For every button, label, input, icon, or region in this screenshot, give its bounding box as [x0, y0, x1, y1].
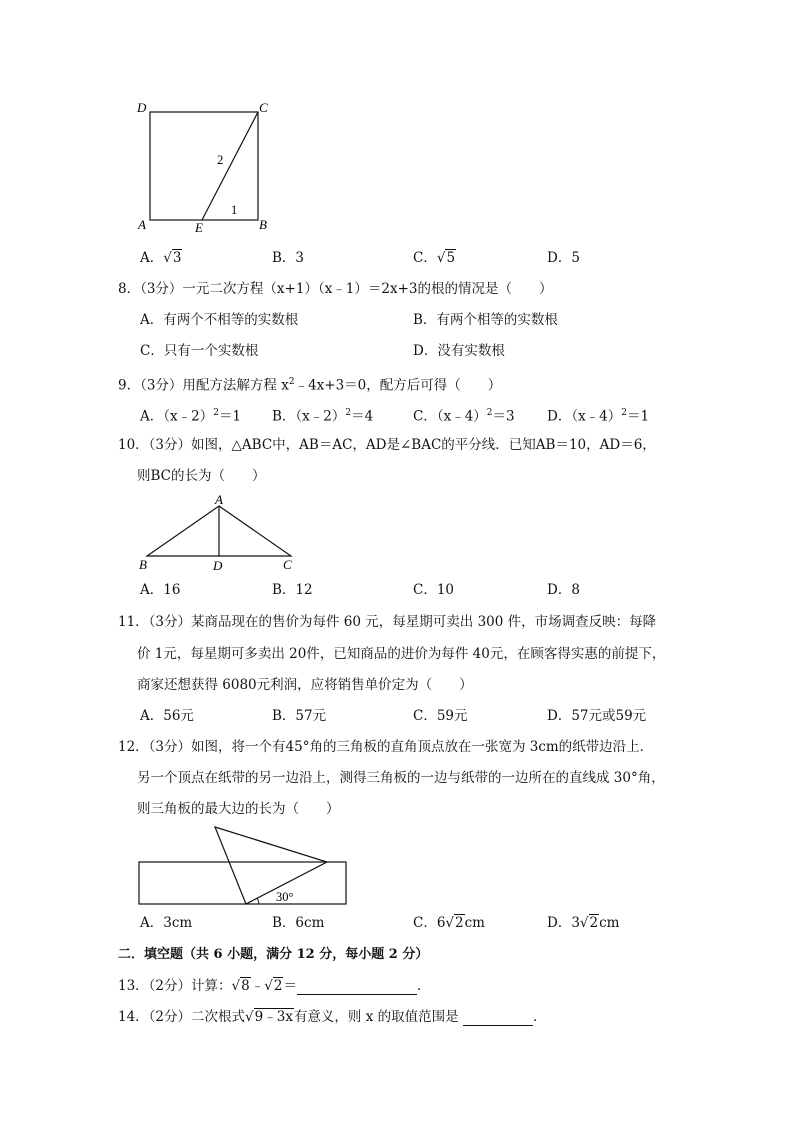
- option-text: C．6: [413, 915, 446, 931]
- angle-2-label: 2: [217, 153, 224, 167]
- option-text: D．（x﹣4）: [547, 408, 622, 425]
- option-letter: A．: [140, 250, 164, 266]
- sqrt-symbol: √2: [264, 978, 283, 994]
- q10-figure: [135, 494, 305, 574]
- q8-option-b[interactable]: B．有两个相等的实数根: [413, 312, 558, 328]
- answer-blank[interactable]: [297, 980, 417, 995]
- radicand: 9﹣3x: [254, 1009, 293, 1025]
- exponent: 2: [288, 377, 295, 387]
- q11-option-d[interactable]: D．57元或59元: [547, 708, 647, 724]
- q12-option-d[interactable]: [547, 914, 620, 932]
- radicand: 8: [241, 978, 250, 994]
- q8-option-d[interactable]: D．没有实数根: [413, 343, 505, 359]
- option-unit: cm: [464, 915, 485, 931]
- q12-figure: [135, 820, 355, 910]
- option-text: C．（x﹣4）: [413, 408, 487, 425]
- label-c: C: [259, 100, 268, 115]
- stem-text: 9．（3分）用配方法解方程 x: [118, 377, 289, 394]
- stem-text: 13．（2分）计算：: [118, 978, 232, 994]
- segment-ce: [202, 112, 258, 220]
- option-unit: cm: [599, 915, 620, 931]
- label-a: A: [215, 494, 223, 507]
- sqrt-symbol: √5: [436, 250, 456, 266]
- q9-option-c[interactable]: [413, 404, 515, 426]
- stem-text: ．: [532, 1009, 547, 1025]
- q7-option-c[interactable]: [413, 249, 456, 267]
- q7-figure: [135, 98, 275, 236]
- stem-text: ．: [416, 978, 431, 994]
- q10-option-a[interactable]: A．16: [140, 582, 181, 598]
- radicand: 2: [455, 915, 464, 931]
- q9-stem: [118, 373, 501, 395]
- exponent: 2: [621, 408, 628, 418]
- label-d: D: [213, 558, 223, 573]
- set-square-triangle: [215, 827, 327, 904]
- q12-stem-line3: 则三角板的最大边的长为（ ）: [137, 801, 340, 817]
- sqrt-symbol: √3: [163, 250, 182, 266]
- angle-30-label: 30°: [276, 890, 294, 904]
- q10-option-d[interactable]: D．8: [547, 582, 580, 598]
- q10-stem-line2: 则BC的长为（ ）: [137, 468, 266, 484]
- label-b: B: [139, 557, 147, 572]
- option-text: A．（x﹣2）: [140, 408, 214, 425]
- q11-option-b[interactable]: B．57元: [272, 708, 327, 724]
- exponent: 2: [345, 408, 352, 418]
- q8-stem: 8．（3分）一元二次方程（x+1）（x﹣1）＝2x+3的根的情况是（ ）: [118, 281, 553, 297]
- q9-option-d[interactable]: [547, 404, 649, 426]
- operator: ＝: [283, 978, 297, 994]
- option-text: ＝4: [351, 408, 374, 425]
- operator: ﹣: [250, 978, 265, 994]
- label-d: D: [137, 100, 147, 115]
- q10-stem-line1: 10．（3分）如图，△ABC中，AB＝AC，AD是∠BAC的平分线．已知AB＝10，AD＝6，: [118, 437, 656, 453]
- q12-stem-line2: 另一个顶点在纸带的另一边沿上，测得三角板的一边与纸带的一边所在的直线成 30°角，: [137, 770, 665, 786]
- q12-option-c[interactable]: [413, 914, 485, 932]
- stem-text: 14．（2分）二次根式: [118, 1009, 246, 1025]
- sqrt-symbol: √8: [231, 978, 250, 994]
- option-text: ＝1: [627, 408, 650, 425]
- exponent: 2: [486, 408, 493, 418]
- q8-option-c[interactable]: C．只有一个实数根: [140, 343, 259, 359]
- q10-option-c[interactable]: C．10: [413, 582, 455, 598]
- q8-option-a[interactable]: A．有两个不相等的实数根: [140, 312, 299, 328]
- q12-option-a[interactable]: A．3cm: [140, 915, 193, 931]
- label-b: B: [259, 217, 267, 232]
- option-text: ＝1: [218, 408, 242, 425]
- option-letter: C．: [413, 250, 437, 266]
- radicand: 2: [273, 978, 283, 994]
- label-e: E: [195, 220, 203, 235]
- q7-option-d[interactable]: D．5: [547, 250, 580, 266]
- q10-option-b[interactable]: B．12: [272, 582, 313, 598]
- option-text: D．3: [547, 915, 580, 931]
- q7-option-a[interactable]: [140, 249, 182, 267]
- answer-blank[interactable]: [463, 1011, 533, 1026]
- sqrt-symbol: √9﹣3x: [245, 1009, 293, 1025]
- q11-option-a[interactable]: A．56元: [140, 708, 194, 724]
- sqrt-symbol: √2: [445, 915, 464, 931]
- q9-option-b[interactable]: [272, 404, 373, 426]
- q7-option-b[interactable]: B．3: [272, 250, 305, 266]
- stem-text: ﹣4x+3＝0，配方后可得（ ）: [294, 377, 502, 394]
- q11-stem-line2: 价 1元，每星期可多卖出 20件，已知商品的进价为每件 40元，在顾客得实惠的前提下，: [137, 646, 666, 662]
- radicand: 3: [172, 250, 182, 266]
- angle-arc: [257, 898, 259, 904]
- sqrt-symbol: √2: [579, 915, 599, 931]
- q11-stem-line3: 商家还想获得 6080元利润，应将销售单价定为（ ）: [137, 677, 473, 693]
- q9-option-a[interactable]: [140, 404, 241, 426]
- q13-stem: [118, 977, 430, 995]
- q11-option-c[interactable]: C．59元: [413, 708, 468, 724]
- square-abcd: [150, 112, 258, 220]
- radicand: 5: [446, 250, 456, 266]
- q11-stem-line1: 11．（3分）某商品现在的售价为每件 60 元，每星期可卖出 300 件，市场调查反映：每降: [118, 614, 657, 630]
- section-title: 二．填空题（共 6 小题，满分 12 分，每小题 2 分）: [118, 947, 429, 962]
- stem-text: 有意义，则 x 的取值范围是: [293, 1009, 459, 1025]
- q12-option-b[interactable]: B．6cm: [272, 915, 325, 931]
- label-a: A: [138, 217, 146, 232]
- q14-stem: [118, 1008, 546, 1026]
- option-text: ＝3: [492, 408, 515, 425]
- radicand: 2: [589, 915, 599, 931]
- exponent: 2: [213, 408, 219, 418]
- label-c: C: [283, 557, 292, 572]
- q12-stem-line1: 12．（3分）如图，将一个有45°角的三角板的直角顶点放在一张宽为 3cm的纸带边沿上．: [118, 739, 654, 755]
- angle-1-label: 1: [231, 203, 238, 217]
- option-text: B．（x﹣2）: [272, 408, 346, 425]
